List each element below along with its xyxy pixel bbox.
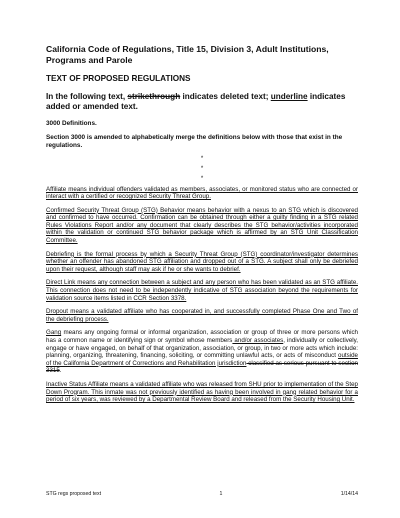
footer-date: 1/14/14 [340,491,358,497]
section-intro: Section 3000 is amended to alphabetically merge the definitions below with those that exist in the regulations. [46,133,343,149]
separator-star-1: * [200,155,204,162]
definition-gang [46,329,358,375]
gang-deleted-text: classified as serious pursuant to section 3315 [46,359,359,375]
definition-confirmed-stg-behavior: Confirmed Security Threat Group (STG) Behavior means behavior with a nexus to an STG which is discovered and confirmed to have occurred. Confirmation can be obtained through either a guilty finding in a STG related Rules Violations Report and/or any document that clearly describes the STG behavior/activities incorporated within the validation or continued STG behavior package which is affirmed by an STG Unit Classification Committee. [46,206,358,245]
legend-suffix: indicates added or amended text. [46,91,346,111]
separator-star-2: * [200,165,204,172]
heading-proposed-regulations: TEXT OF PROPOSED REGULATIONS [46,74,191,83]
definition-inactive-status-affiliate: Inactive Status Affiliate means a validated affiliate who was released from SHU prior to implementation of the Step Down Program. This inmate was not previously identified as having been involved in gang related behavior for a period of six years, was reviewed by a Departmental Review Board and released from the Security Housing Unit. [46,380,358,404]
separator-star-3: * [200,175,204,182]
definition-affiliate: Affiliate means individual offenders validated as members, associates, or monitored status who are connected or interact with a certified or recognized Security Threat Group. [46,185,358,201]
gang-added-associates: and/or associates [232,337,284,344]
gang-end: . [59,367,62,375]
legend-mid: indicates deleted text; [180,91,271,101]
section-title: 3000 Definitions. [46,119,97,127]
legend-note [46,92,358,113]
definition-direct-link: Direct Link means any connection between a subject and any person who has been validated as an STG affiliate. This connection does not need to be independently indicative of STG association beyond the requirements for validation source items listed in CCR Section 3378. [46,279,358,302]
footer-page-number: 1 [219,491,223,497]
legend-prefix: In the following text, [46,91,128,101]
gang-text-2: , individually or collectively, engage or have engaged, on behalf of that organization, association, or group, in two or more acts which include: planning, organizing, threatening, financing, soliciting, or committing unlawful acts, or acts of misconduct [46,337,358,360]
legend-strikethrough: strikethrough [127,91,181,101]
document-body [46,44,358,410]
gang-added-jurisdiction: outside of the California Department of Corrections and Rehabilitation jurisdiction [46,352,358,367]
definition-debriefing: Debriefing is the formal process by which a Security Threat Group (STG) coordinator/investigator determines whether an offender has abandoned STG affiliation and dropped out of a STG. A subject shall only be debriefed upon their request, although staff may ask if he or she wants to debrief. [46,250,358,273]
legend-underline: underline [270,91,308,101]
document-title: California Code of Regulations, Title 15, Division 3, Adult Institutions, Programs and Parole [46,44,329,65]
page-footer [46,491,358,497]
footer-doc-name: STG regs proposed text [46,491,102,497]
gang-text: means any ongoing formal or informal organization, association or group of three or more persons which has a common name or identifying sign or symbol whose members [46,329,358,344]
definition-dropout: Dropout means a validated affiliate who has cooperated in, and successfully completed Phase One and Two of the debriefing process. [46,308,358,323]
gang-term: Gang [46,329,62,337]
